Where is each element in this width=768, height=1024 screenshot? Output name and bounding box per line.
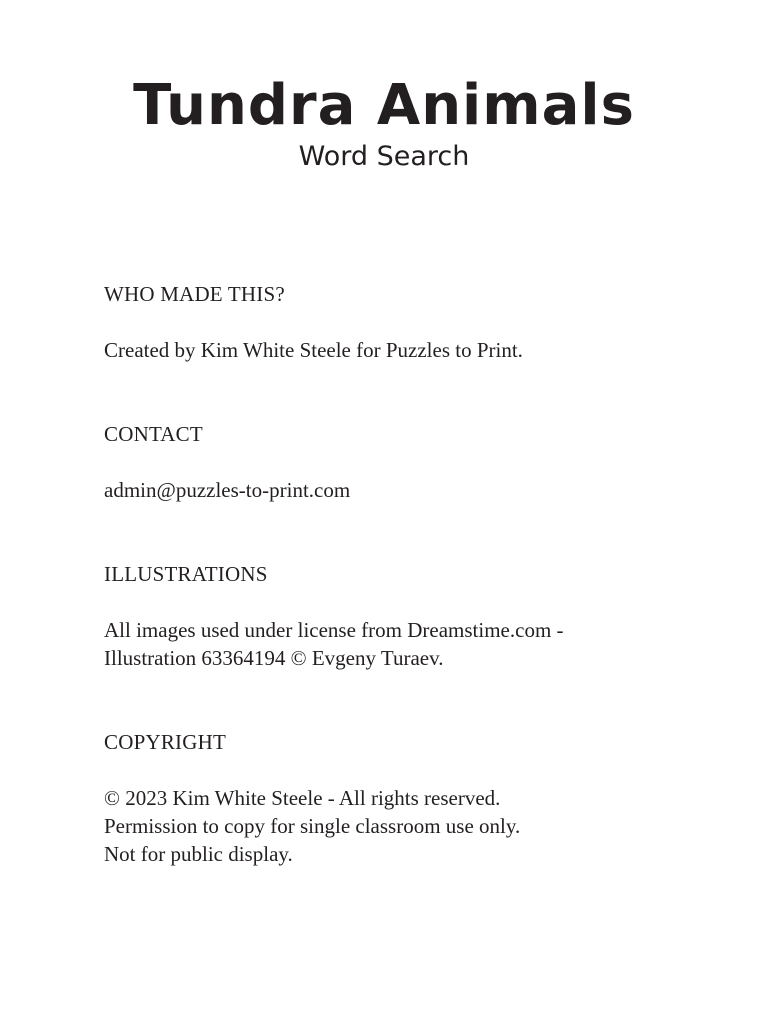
section-heading: CONTACT: [104, 422, 203, 446]
body-line: Not for public display.: [104, 842, 293, 866]
section-body: [104, 476, 684, 504]
section-heading: WHO MADE THIS?: [104, 282, 285, 306]
section-heading: COPYRIGHT: [104, 730, 226, 754]
section-who-made-this: [104, 280, 684, 364]
body-line: All images used under license from Dreamstime.com -: [104, 618, 564, 642]
contact-email: admin@puzzles-to-print.com: [104, 478, 351, 502]
body-line: Created by Kim White Steele for Puzzles to Print.: [104, 338, 523, 362]
section-illustrations: [104, 560, 684, 672]
page-title: Tundra Animals: [133, 73, 635, 138]
body-line: Illustration 63364194 © Evgeny Turaev.: [104, 646, 444, 670]
page-header: [0, 72, 768, 174]
section-body: [104, 336, 684, 364]
body-line: Permission to copy for single classroom use only.: [104, 814, 521, 838]
section-contact: [104, 420, 684, 504]
body-line: © 2023 Kim White Steele - All rights reserved.: [104, 786, 501, 810]
credits-content: [104, 280, 684, 868]
section-heading: ILLUSTRATIONS: [104, 562, 268, 586]
page-subtitle: Word Search: [298, 141, 470, 172]
section-copyright: [104, 728, 684, 868]
section-body: [104, 616, 684, 672]
section-body: [104, 784, 684, 868]
